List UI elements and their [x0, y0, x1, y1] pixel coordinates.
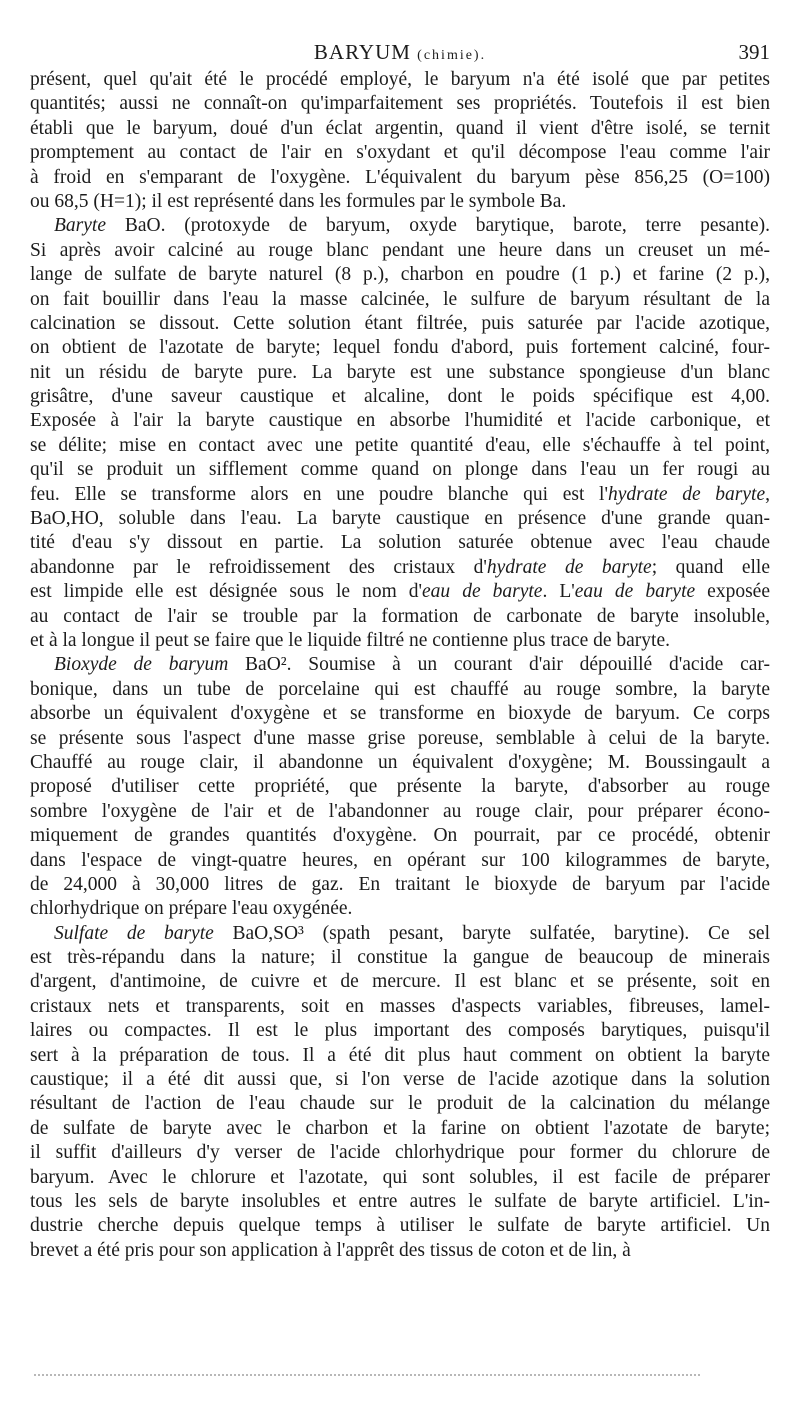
text-line: Si après avoir calciné au rouge blanc pendant une heure dans un creuset un mé-	[30, 239, 770, 261]
running-title	[30, 40, 770, 65]
running-header	[30, 40, 770, 70]
text-line: Chauffé au rouge clair, il abandonne un équivalent d'oxygène; M. Boussingault a	[30, 751, 770, 773]
text-line: caustique; il a été dit aussi que, si l'on verse de l'acide azotique dans la solution	[30, 1069, 770, 1091]
text-line: Bioxyde de baryum BaO². Soumise à un courant d'air dépouillé d'acide car-	[54, 654, 770, 676]
text-line: d'argent, d'antimoine, de cuivre et de mercure. Il est blanc et se présente, soit en	[30, 971, 770, 993]
text-line: au contact de l'air se trouble par la formation de carbonate de baryte insoluble,	[30, 605, 770, 627]
text-line: feu. Elle se transforme alors en une poudre blanche qui est l'hydrate de baryte,	[30, 483, 770, 505]
page-number: 391	[738, 40, 770, 64]
bottom-scan-artifact	[34, 1374, 700, 1378]
text-line: qu'il se produit un sifflement comme quand on plonge dans l'eau un fer rougi au	[30, 459, 770, 481]
text-line: abandonne par le refroidissement des cristaux d'hydrate de baryte; quand elle	[30, 556, 770, 578]
text-line: de sulfate de baryte avec le charbon et la farine on obtient l'azotate de baryte;	[30, 1117, 770, 1139]
text-line: ou 68,5 (H=1); il est représenté dans les formules par le symbole Ba.	[30, 190, 567, 212]
text-line: lange de sulfate de baryte naturel (8 p.), charbon en poudre (1 p.) et farine (2 p.),	[30, 264, 770, 286]
text-line: de 24,000 à 30,000 litres de gaz. En traitant le bioxyde de baryum par l'acide	[30, 873, 770, 895]
text-line: cristaux nets et transparents, soit en masses d'aspects variables, fibreuses, lamel-	[30, 995, 770, 1017]
text-line: dans l'espace de vingt-quatre heures, en opérant sur 100 kilogrammes de baryte,	[30, 849, 770, 871]
text-line: à froid en s'emparant de l'oxygène. L'équivalent du baryum pèse 856,25 (O=100)	[30, 166, 770, 188]
text-line: promptement au contact de l'air en s'oxydant et qu'il décompose l'eau comme l'air	[30, 142, 770, 164]
text-line: présent, quel qu'ait été le procédé employé, le baryum n'a été isolé que par petites	[30, 69, 770, 90]
text-line: bonique, dans un tube de porcelaine qui est chauffé au rouge sombre, la baryte	[30, 678, 770, 700]
text-line: établi que le baryum, doué d'un éclat argentin, quand il vient d'être isolé, se ternit	[30, 117, 770, 139]
text-line: calcination se dissout. Cette solution étant filtrée, puis saturée par l'acide azotique,	[30, 312, 770, 334]
text-line: baryum. Avec le chlorure et l'azotate, qui sont solubles, il est facile de préparer	[30, 1166, 770, 1188]
text-line: tous les sels de baryte insolubles et entre autres le sulfate de baryte artificiel. L'in-	[30, 1190, 770, 1212]
text-line: on fait bouillir dans l'eau la masse calcinée, le sulfure de baryum résultant de la	[30, 288, 770, 310]
text-line: absorbe un équivalent d'oxygène et se transforme en bioxyde de baryum. Ce corps	[30, 703, 770, 725]
text-line: se délite; mise en contact avec une petite quantité d'eau, elle s'échauffe à tel point,	[30, 434, 770, 456]
body-text	[30, 68, 770, 1263]
text-line: grisâtre, d'une saveur caustique et alcaline, dont le poids spécifique est 4,00.	[30, 386, 770, 408]
running-title-main: BARYUM	[313, 40, 411, 64]
text-line: Exposée à l'air la baryte caustique en absorbe l'humidité et l'acide carbonique, et	[30, 410, 770, 432]
text-line: tité d'eau s'y dissout en partie. La solution saturée obtenue avec l'eau chaude	[30, 532, 770, 554]
text-line: sombre l'oxygène de l'air et de l'abandonner au rouge clair, pour préparer écono-	[30, 800, 770, 822]
text-line: proposé d'utiliser cette propriété, que présente la baryte, d'absorber au rouge	[30, 776, 770, 798]
text-line: Sulfate de baryte BaO,SO³ (spath pesant, baryte sulfatée, barytine). Ce sel	[54, 922, 770, 944]
text-line: sert à la préparation de tous. Il a été dit plus haut comment on obtient la baryte	[30, 1044, 770, 1066]
text-line: BaO,HO, soluble dans l'eau. La baryte caustique en présence d'une grande quan-	[30, 508, 770, 530]
text-line: est très-répandu dans la nature; il constitue la gangue de beaucoup de minerais	[30, 947, 770, 969]
text-line: se présente sous l'aspect d'une masse grise poreuse, semblable à celui de la baryte.	[30, 727, 770, 749]
text-line: quantités; aussi ne connaît-on qu'imparfaitement ses propriétés. Toutefois il est bien	[30, 93, 770, 115]
text-line: chlorhydrique on prépare l'eau oxygénée.	[30, 898, 353, 920]
text-line: est limpide elle est désignée sous le nom d'eau de baryte. L'eau de baryte exposée	[30, 581, 770, 603]
text-line: on obtient de l'azotate de baryte; lequel fondu d'abord, puis fortement calciné, four-	[30, 337, 770, 359]
text-line: résultant de l'action de l'eau chaude sur le produit de la calcination du mélange	[30, 1093, 770, 1115]
text-line: brevet a été pris pour son application à l'apprêt des tissus de coton et de lin, à	[30, 1239, 631, 1261]
running-title-sub: (chimie).	[417, 48, 487, 63]
text-line: Baryte BaO. (protoxyde de baryum, oxyde barytique, barote, terre pesante).	[54, 215, 770, 237]
text-line: nit un résidu de baryte pure. La baryte est une substance spongieuse d'un blanc	[30, 361, 770, 383]
text-line: il suffit d'ailleurs d'y verser de l'acide chlorhydrique pour former du chlorure de	[30, 1142, 770, 1164]
text-line: miquement de grandes quantités d'oxygène. On pourrait, par ce procédé, obtenir	[30, 825, 770, 847]
text-line: laires ou compactes. Il est le plus important des composés barytiques, puisqu'il	[30, 1020, 770, 1042]
text-line: dustrie cherche depuis quelque temps à utiliser le sulfate de baryte artificiel. Un	[30, 1215, 770, 1237]
text-line: et à la longue il peut se faire que le liquide filtré ne contienne plus trace de baryte.	[30, 629, 670, 651]
